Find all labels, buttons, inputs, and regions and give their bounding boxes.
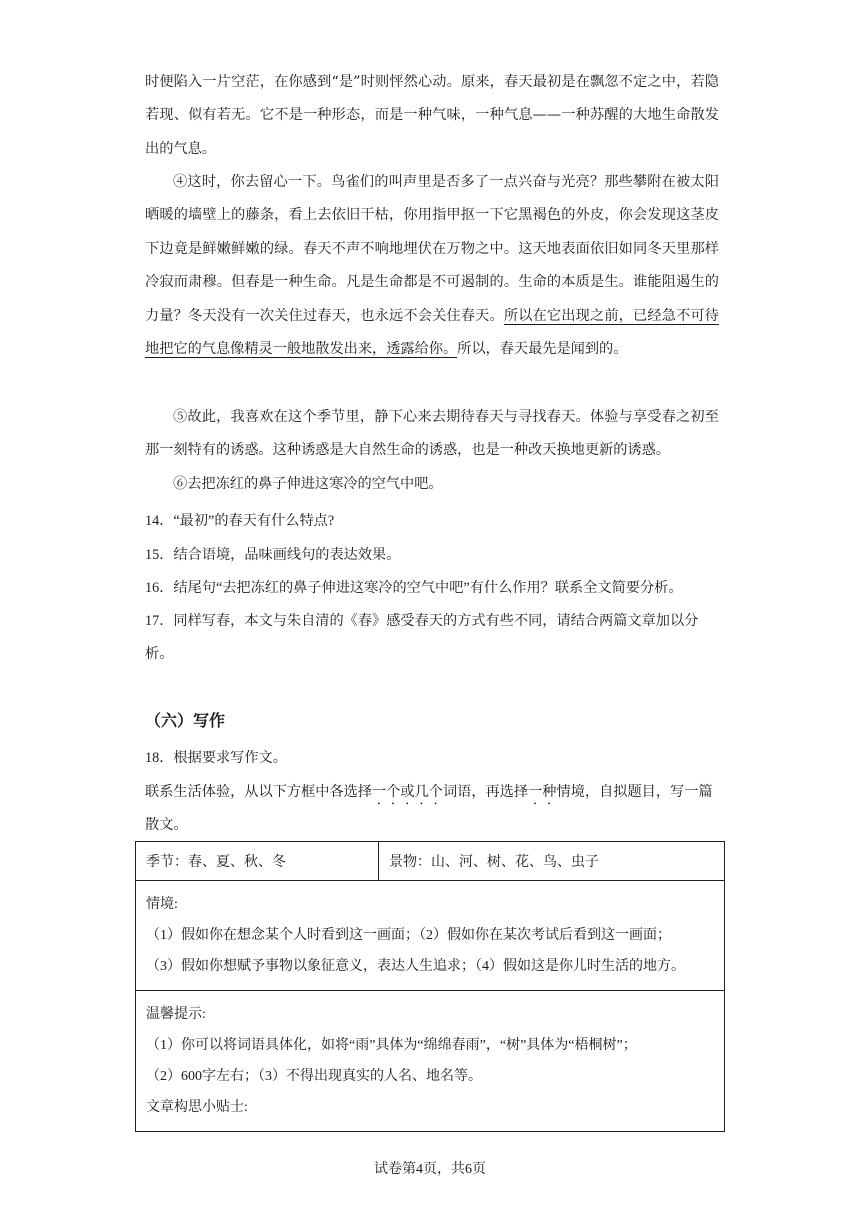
question-15: 15．结合语境，品味画线句的表达效果。 [145, 547, 401, 563]
passage-paragraph-6: ⑥去把冻红的鼻子伸进这寒冷的空气中吧。 [173, 476, 443, 492]
writing-instructions [145, 776, 723, 843]
scenery-cell: 景物：山、河、树、花、鸟、虫子 [379, 842, 725, 881]
tips-line-3: 文章构思小贴士: [146, 1100, 248, 1115]
page-footer: 试卷第4页，共6页 [374, 1162, 486, 1177]
emphasized-words-2: 一种 [528, 784, 557, 800]
situation-cell [136, 881, 725, 991]
passage-paragraph-5: ⑤故此，我喜欢在这个季节里，静下心来去期待春天与寻找春天。体验与享受春之初至那一刻特有的诱惑。这种诱惑是大自然生命的诱惑，也是一种改天换地更新的诱惑。 [145, 409, 719, 459]
instructions-part-b: 词语，再选择 [442, 784, 529, 800]
tips-cell [136, 991, 725, 1132]
season-cell: 季节：春、夏、秋、冬 [136, 842, 379, 881]
section-heading-writing: （六）写作 [145, 711, 226, 730]
paragraph-4-ending: 所以，春天最先是闻到的。 [457, 341, 628, 358]
situation-line-2: （3）假如你想赋予事物以象征意义，表达人生追求；（4）假如这是你儿时生活的地方。 [146, 959, 685, 974]
situation-line-1: （1）假如你在想念某个人时看到这一画面；（2）假如你在某次考试后看到这一画面； [146, 928, 671, 943]
paragraph-4-text: ④这时，你去留心一下。鸟雀们的叫声里是否多了一点兴奋与光亮？那些攀附在被太阳晒暖的墙壁上的藤条，看上去依旧干枯，你用指甲抠一下它黑褐色的外皮，你会发现这茎皮下边竟是鲜嫩鲜嫩的绿。春天不声不响地埋伏在万物之中。这天地表面依旧如同冬天里那样冷寂而肃穆。但春是一种生命。凡是生命都是不可遏制的。生命的本质是生。谁能阻遏生的力量？冬天没有一次关住过春天，也永远不会关住春天。 [145, 174, 719, 324]
situation-title: 情境: [146, 897, 178, 912]
underlined-sentence: 所以在它出现之前，已经急不可待地把它的气息像精灵一般地散发出来，透露给你。 [145, 307, 719, 358]
question-14: 14．“最初”的春天有什么特点? [145, 513, 335, 529]
tips-line-1: （1）你可以将词语具体化，如将“雨”具体为“绵绵春雨”，“树”具体为“梧桐树”； [146, 1038, 637, 1053]
passage-paragraph-3-continued: 时便陷入一片空茫，在你感到“是”时则怦然心动。原来，春天最初是在飘忽不定之中，若隐若现、似有若无。它不是一种形态，而是一种气味，一种气息——一种苏醒的大地生命散发出的气息。 [145, 74, 719, 157]
question-17: 17．同样写春，本文与朱自清的《春》感受春天的方式有些不同，请结合两篇文章加以分析。 [145, 613, 699, 663]
passage-paragraph-4 [145, 166, 719, 366]
tips-line-2: （2）600字左右；（3）不得出现真实的人名、地名等。 [146, 1069, 482, 1084]
instructions-part-c: 情境，自拟题目，写一篇散文。 [145, 784, 713, 834]
writing-options-table [135, 841, 725, 1132]
emphasized-words-1: 一个或几个 [372, 784, 443, 800]
question-16: 16．结尾句“去把冻红的鼻子伸进这寒冷的空气中吧”有什么作用？联系全文简要分析。 [145, 580, 683, 596]
instructions-part-a: 联系生活体验，从以下方框中各选择 [145, 784, 373, 800]
question-18: 18．根据要求写作文。 [145, 750, 287, 766]
tips-title: 温馨提示: [146, 1007, 206, 1022]
